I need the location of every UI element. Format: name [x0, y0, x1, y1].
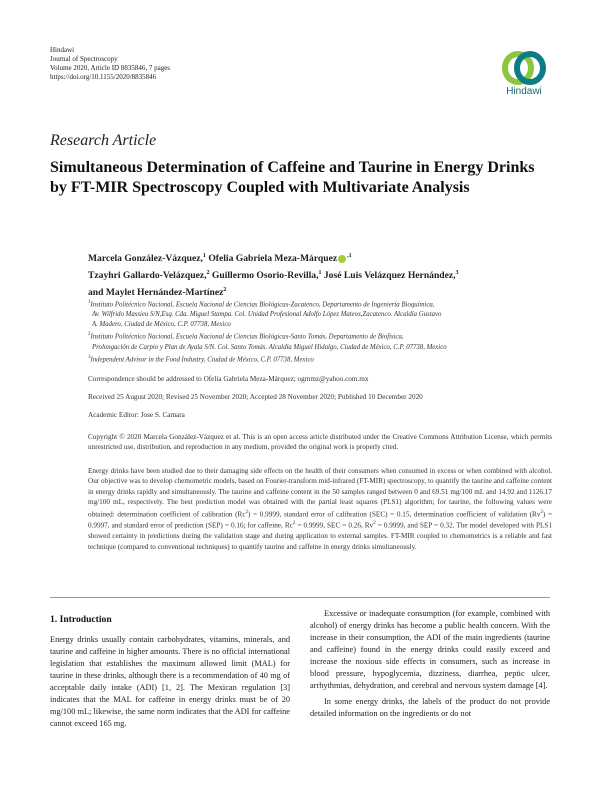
body-paragraph: Energy drinks usually contain carbohydrates, vitamins, minerals, and taurine and caffeine in higher amounts. There is no official international legislation that establishes the maximum allowed limit (MAL) for taurine in these drinks, although there is a recommendation of 40 mg of acceptable daily intake (ADI) [1, 2]. The Mexican regulation [3] indicates that the MAL for caffeine in energy drinks must be of 20 mg/100 mL; likewise, the same norm indicates that the ADI for caffeine cannot exceed 165 mg. — [50, 635, 290, 728]
author-affil-sup: 2 — [206, 270, 210, 277]
section-heading: 1. Introduction — [50, 614, 112, 625]
publication-dates: Received 25 August 2020; Revised 25 November 2020; Accepted 28 November 2020; Published 10 December 2020 — [88, 393, 423, 401]
orcid-icon[interactable] — [338, 255, 346, 263]
logo-text: Hindawi — [506, 86, 542, 97]
volume-info: Volume 2020, Article ID 8835846, 7 pages — [50, 64, 171, 72]
affiliation-line: Av. Wilfrido Massieu S/N,Esq. Cda. Miguel Stampa. Col. Unidad Profesional Adolfo López Mateos,Zacatenco. Alcaldía Gustavo — [92, 311, 442, 319]
affiliation-line: Instituto Politécnico Nacional, Escuela Nacional de Ciencias Biológicas-Santo Tomás, Departamento de Biofísica, — [90, 333, 404, 341]
abstract-sup: 2 — [373, 521, 376, 527]
affiliation-line: Instituto Politécnico Nacional, Escuela Nacional de Ciencias Biológicas-Zacatenco, Departamento de Ingeniería Bioquímica, — [90, 301, 435, 309]
body-paragraph: Excessive or inadequate consumption (for example, combined with alcohol) of energy drinks has become a public health concern. With the increase in their consumption, the ADI of the main ingredients (taurine and caffeine) found in the energy drinks could easily exceed and increase the noxious side effects in consumers, such as increase in blood pressure, hypoglycemia, dizziness, diarrhea, peptic ulcer, arrhythmias, dehydration, and cerebral and nervous system damage [4]. — [310, 609, 550, 690]
doi-link[interactable]: https://doi.org/10.1155/2020/8835846 — [50, 73, 157, 81]
body-column-left — [50, 634, 290, 730]
publisher-name: Hindawi — [50, 46, 75, 54]
abstract — [88, 466, 552, 552]
affiliation-2 — [88, 330, 548, 352]
affiliations — [88, 298, 548, 365]
hindawi-logo-icon — [494, 48, 554, 88]
author-name: Tzayhri Gallardo-Velázquez, — [88, 270, 207, 282]
author-line-2 — [88, 266, 558, 283]
affiliation-line: Prolongación de Carpio y Plan de Ayala S/N. Col. Santo Tomás. Alcaldía Miguel Hidalgo, Ciudad de México, C.P. 07738, Mexico — [92, 343, 447, 351]
correspondence: Correspondence should be addressed to Ofelia Gabriela Meza-Márquez; ogmmz@yahoo.com.mx — [88, 375, 369, 383]
section-divider — [50, 597, 550, 598]
academic-editor: Academic Editor: Jose S. Camara — [88, 411, 185, 419]
body-column-right — [310, 608, 550, 724]
affiliation-3 — [88, 353, 548, 365]
abstract-text: ) = 0.9999, standard error of calibration (SEC) = 0.15, determination coefficient of validation (Rv — [248, 510, 541, 519]
author-name: Ofelia Gabriela Meza-Márquez — [205, 253, 338, 265]
author-name: José Luis Velázquez Hernández, — [321, 270, 456, 282]
paper-title: Simultaneous Determination of Caffeine and Taurine in Energy Drinks by FT-MIR Spectroscopy Coupled with Multivariate Analysis — [50, 159, 535, 196]
abstract-sup: 2 — [292, 521, 296, 527]
journal-meta — [50, 46, 170, 82]
author-affil-sup: ,1 — [347, 253, 352, 259]
journal-name: Journal of Spectroscopy — [50, 55, 118, 63]
author-name: and Maylet Hernández-Martínez — [88, 287, 224, 299]
copyright-notice: Copyright © 2020 Marcela González-Vázquez et al. This is an open access article distributed under the Creative Commons Attribution License, which permits unrestricted use, distribution, and reproduction in any medium, provided the original work is properly cited. — [88, 433, 552, 451]
author-affil-sup: 1 — [202, 253, 206, 259]
affiliation-sup: 1 — [88, 300, 91, 305]
hindawi-logo — [494, 48, 554, 104]
abstract-text: = 0.9999, SEC = 0.26, Rv — [295, 521, 374, 530]
author-affil-sup: 1 — [318, 270, 322, 277]
affiliation-line: A. Madero, Ciudad de México, C.P. 07738, Mexico — [92, 321, 231, 329]
abstract-text: ) = 0.9997, and standard error of prediction (SEP) = 0.16; for caffeine, Rc — [88, 510, 553, 530]
author-affil-sup: 2 — [223, 287, 227, 294]
author-list — [88, 249, 558, 301]
article-type: Research Article — [50, 132, 157, 149]
author-line-1 — [88, 249, 558, 266]
abstract-sup: 2 — [540, 509, 543, 515]
affiliation-sup: 3 — [88, 354, 91, 360]
author-affil-sup: 3 — [455, 270, 459, 277]
affiliation-line: Independent Advisor in the Food Industry, Ciudad de México, C.P. 07738, Mexico — [90, 355, 314, 363]
abstract-text: Energy drinks have been studied due to their damaging side effects on the health of their consumers when consumed in excess or when combined with alcohol. Our objective was to develop chemometric models, based on Fourier-transform mid-infrared (FT-MIR) spectroscopy, to quantify the taurine and caffeine content in energy drinks rapidly and simultaneously. The taurine and caffeine content in the 50 samples ranged between 0 and 69.51 mg/100 mL and 14.92 and 1126.17 mg/100 mL, respectively. The best prediction model was obtained with the partial least squares (PLS1) algorithm; for taurine, the following values were obtained: determination coefficient of calibration (Rc — [88, 467, 552, 519]
author-name: Guillermo Osorio-Revilla, — [209, 270, 319, 282]
body-paragraph: In some energy drinks, the labels of the product do not provide detailed information on the ingredients or do not — [310, 697, 550, 718]
abstract-text: = 0.9999, and SEP = 0.32. The model developed with PLS1 showed certainty in predictions during the validation stage and during application to external samples. FT-MIR coupled to chemometrics is a reliable and fast technique (compared to conventional techniques) to quantify taurine and caffeine in energy drinks simultaneously. — [88, 521, 552, 551]
affiliation-1 — [88, 298, 548, 330]
affiliation-sup: 2 — [88, 332, 91, 338]
author-name: Marcela González-Vázquez, — [88, 253, 203, 265]
abstract-sup: 2 — [245, 509, 249, 515]
